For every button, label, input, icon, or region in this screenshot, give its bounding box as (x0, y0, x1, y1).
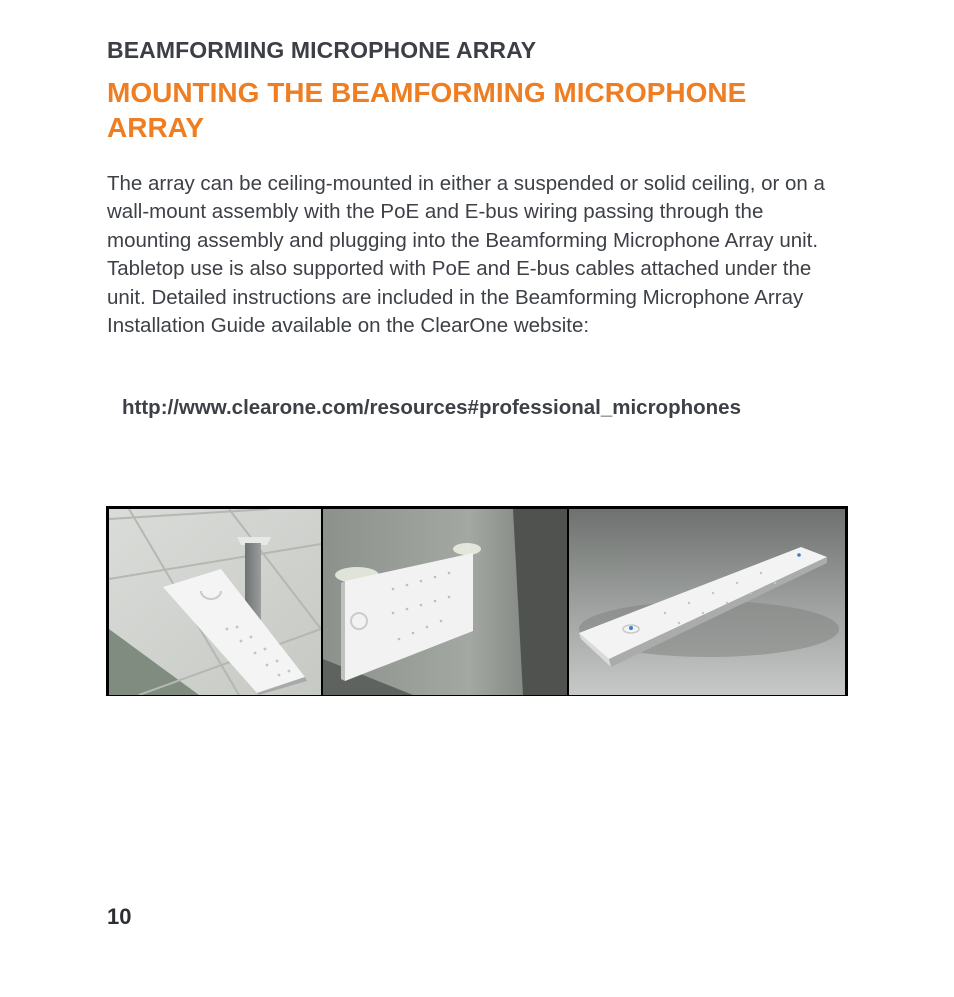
page-number: 10 (107, 904, 132, 929)
wall-mount-photo (323, 509, 567, 695)
resource-url: http://www.clearone.com/resources#professional_microphones (122, 396, 741, 419)
page-title: MOUNTING THE BEAMFORMING MICROPHONE ARRAY (107, 77, 747, 143)
section-label: BEAMFORMING MICROPHONE ARRAY (107, 37, 537, 63)
mounting-photo-strip (106, 506, 848, 696)
tabletop-photo (569, 509, 845, 695)
ceiling-mount-photo (109, 509, 321, 695)
body-paragraph: The array can be ceiling-mounted in either a suspended or solid ceiling, or on a wall-mount assembly with the PoE and E-bus wiring passing through the mounting assembly and plugging into the Beamforming Microphone Array unit. Tabletop use is also supported with PoE and E-bus cables attached under the unit. Detailed instructions are included in the Beamforming Microphone Array Installation Guide available on the ClearOne website: (107, 172, 825, 338)
